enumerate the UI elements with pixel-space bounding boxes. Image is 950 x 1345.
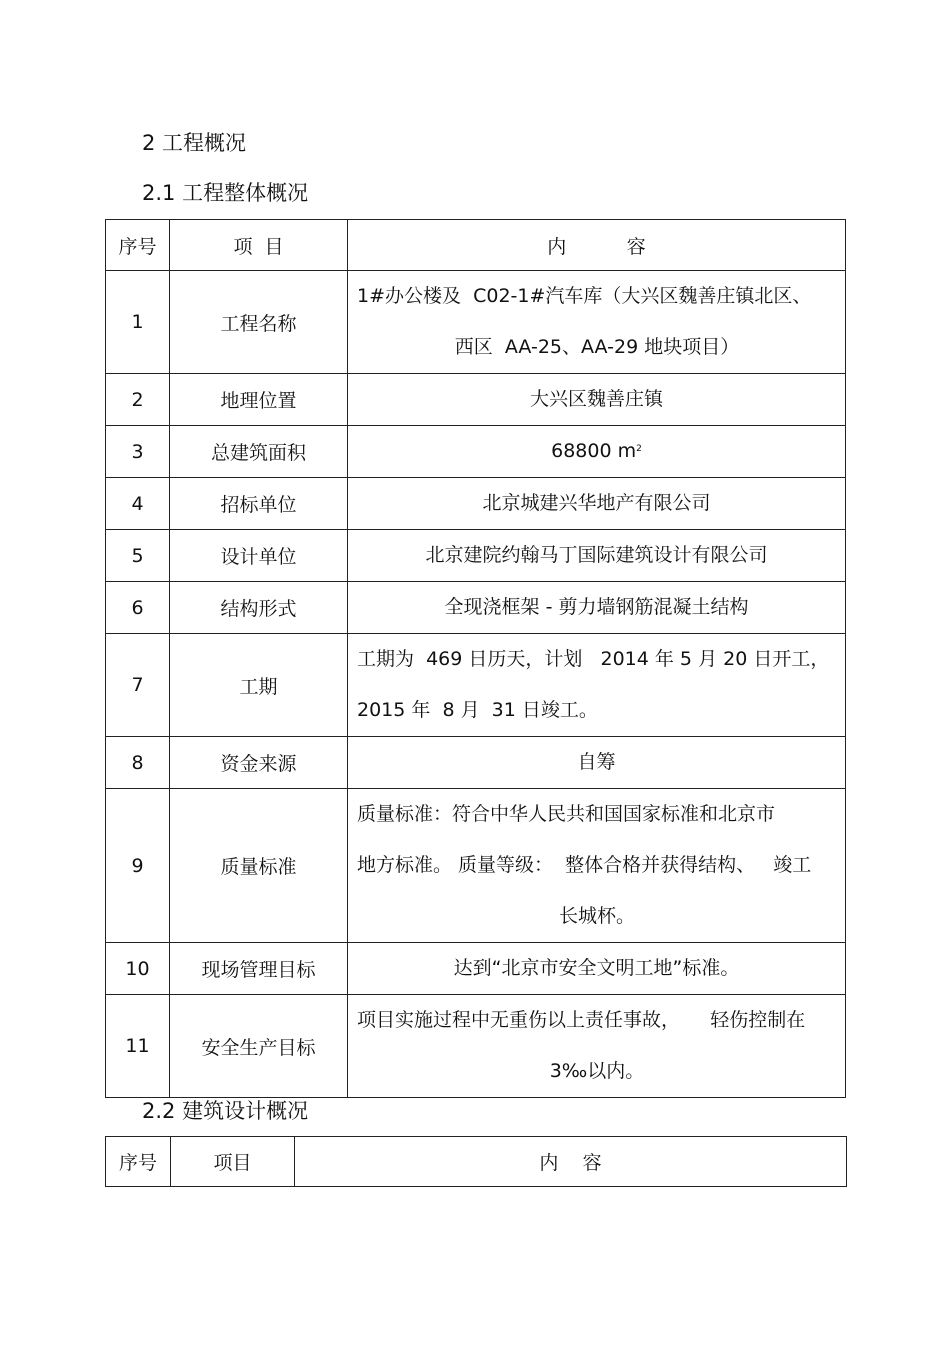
area-value: 68800 m [551, 440, 637, 462]
row-item: 总建筑面积 [170, 426, 348, 478]
table-row [106, 582, 846, 634]
table-row [106, 737, 846, 789]
row-content [348, 995, 846, 1098]
row-item: 现场管理目标 [170, 943, 348, 995]
header-content: 内 容 [295, 1137, 847, 1187]
row-content [348, 271, 846, 374]
project-overview-table [105, 219, 846, 1098]
content-line: 西区 AA-25、AA-29 地块项目） [454, 336, 740, 358]
table-row [106, 789, 846, 943]
row-item: 结构形式 [170, 582, 348, 634]
row-no: 9 [106, 789, 170, 943]
table-row [106, 943, 846, 995]
content-line: 工期为 469 日历天，计划 2014 年 5 月 20 日开工， [357, 648, 830, 670]
content-line: 项目实施过程中无重伤以上责任事故， 轻伤控制在 [357, 1009, 806, 1031]
row-item: 质量标准 [170, 789, 348, 943]
content-line: 3‰以内。 [549, 1060, 645, 1082]
table-row [106, 374, 846, 426]
row-no: 1 [106, 271, 170, 374]
row-content: 北京城建兴华地产有限公司 [348, 478, 846, 530]
table-row [106, 478, 846, 530]
content-line: 1#办公楼及 C02-1#汽车库（大兴区魏善庄镇北区、 [357, 285, 812, 307]
content-line: 质量标准：符合中华人民共和国国家标准和北京市 [357, 803, 776, 825]
row-item: 设计单位 [170, 530, 348, 582]
row-no: 2 [106, 374, 170, 426]
row-item: 资金来源 [170, 737, 348, 789]
row-content [348, 789, 846, 943]
table-row [106, 995, 846, 1098]
content-line: 地方标准。 质量等级： 整体合格并获得结构、 竣工 [357, 854, 812, 876]
table-header-row [106, 220, 846, 271]
table-row [106, 271, 846, 374]
architecture-design-table [105, 1136, 847, 1187]
header-item: 项 目 [170, 220, 348, 271]
row-content [348, 634, 846, 737]
row-content: 全现浇框架 - 剪力墙钢筋混凝土结构 [348, 582, 846, 634]
row-no: 11 [106, 995, 170, 1098]
section-2-1-heading: 2.1 工程整体概况 [142, 181, 309, 205]
row-no: 4 [106, 478, 170, 530]
row-no: 3 [106, 426, 170, 478]
table-row [106, 426, 846, 478]
table-row [106, 634, 846, 737]
header-no: 序号 [106, 220, 170, 271]
row-item: 安全生产目标 [170, 995, 348, 1098]
header-content: 内 容 [348, 220, 846, 271]
table-row [106, 530, 846, 582]
row-content: 自筹 [348, 737, 846, 789]
row-content [348, 426, 846, 478]
area-unit-superscript: 2 [636, 444, 642, 454]
section-2-2-heading: 2.2 建筑设计概况 [142, 1099, 309, 1123]
row-no: 8 [106, 737, 170, 789]
row-content: 大兴区魏善庄镇 [348, 374, 846, 426]
row-no: 10 [106, 943, 170, 995]
content-line: 长城杯。 [558, 905, 635, 927]
row-item: 工程名称 [170, 271, 348, 374]
row-no: 7 [106, 634, 170, 737]
row-content: 达到“北京市安全文明工地”标准。 [348, 943, 846, 995]
row-item: 地理位置 [170, 374, 348, 426]
table-header-row [106, 1137, 847, 1187]
row-item: 招标单位 [170, 478, 348, 530]
section-2-heading: 2 工程概况 [142, 131, 247, 155]
content-line: 2015 年 8 月 31 日竣工。 [357, 699, 598, 721]
row-content: 北京建院约翰马丁国际建筑设计有限公司 [348, 530, 846, 582]
header-item: 项目 [171, 1137, 295, 1187]
row-no: 6 [106, 582, 170, 634]
header-no: 序号 [106, 1137, 171, 1187]
row-no: 5 [106, 530, 170, 582]
row-item: 工期 [170, 634, 348, 737]
